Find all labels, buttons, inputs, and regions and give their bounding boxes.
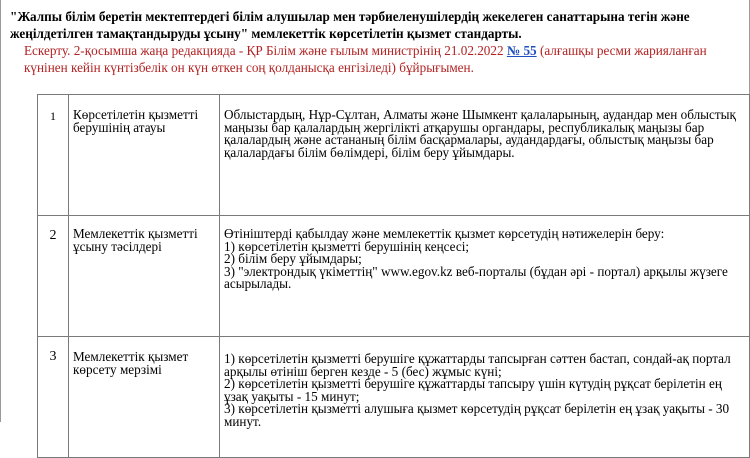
- amendment-note: [24, 42, 740, 76]
- value-line: 1) көрсетілетін қызметті берушіге құжаттарды тапсырған сәттен бастап, сондай-ақ портал арқылы өтініш берген кезде - 5 (бес) жұмыс күні;: [224, 351, 731, 379]
- table-row: [38, 216, 750, 337]
- value-line: Өтініштерді қабылдау және мемлекеттік қызмет көрсетудің нәтижелерін беру:: [224, 226, 665, 241]
- table-row: [38, 337, 750, 458]
- value-line: 3) көрсетілетін қызметті алушыға қызмет көрсетудің рұқсат берілетін ең ұзақ уақыты - 30 минут.: [224, 401, 730, 429]
- value-line: 1) көрсетілетін қызметті берушінің кеңсесі;: [224, 238, 470, 254]
- value-line: 2) көрсетілетін қызметті берушіге құжаттарды тапсыру үшін күтудің рұқсат берілетін ең ұзақ уақыты - 15 минут;: [224, 376, 722, 404]
- table-row: [38, 95, 750, 216]
- row-label: Мемлекеттік қызмет көрсету мерзімі: [69, 337, 220, 458]
- row-label: Мемлекеттік қызметті ұсыну тәсілдері: [69, 216, 220, 337]
- row-number: 3: [38, 337, 69, 458]
- row-value: [220, 216, 750, 337]
- amendment-note-text: Ескерту. 2-қосымша жаңа редакцияда - ҚР Білім және ғылым министрінің 21.02.2022: [24, 43, 507, 58]
- row-label: Көрсетілетін қызметті берушінің атауы: [69, 95, 220, 216]
- row-value: [220, 337, 750, 458]
- row-number: 1: [38, 95, 69, 216]
- row-number: 2: [38, 216, 69, 337]
- value-line: Облыстардың, Нұр-Сұлтан, Алматы және Шымкент қалаларының, аудандар мен облыстық маңызы бар қалалардың жергілікті атқарушы органдары, республикалық маңызы бар қалалардың және астананың білім басқармалары, аудандардағы, облыстық маңызы бар қалалардағы білім бөлімдері, білім беру ұйымдары.: [224, 107, 736, 160]
- order-link[interactable]: № 55: [506, 43, 537, 58]
- standard-table: [37, 94, 750, 458]
- value-line: 3) "электрондық үкіметтің" www.egov.kz веб-порталы (бұдан әрі - портал) арқылы жүзеге асырылады.: [224, 263, 728, 291]
- row-value: [220, 95, 750, 216]
- value-line: 2) білім беру ұйымдары;: [224, 251, 362, 266]
- page-edge-left: [0, 0, 1, 422]
- document-title: "Жалпы білім беретін мектептердегі білім алушылар мен тәрбиеленушілердің жекелеген санаттарына тегін және жеңілдетілген тамақтандыруды ұсыну" мемлекеттік көрсетілетін қызмет стандарты.: [10, 9, 690, 41]
- amendment-note-rest: (алғашқы ресми жарияланған күнінен кейін күнтізбелік он күн өткен соң қолданысқа енгізіледі) бұйрығымен.: [24, 43, 707, 75]
